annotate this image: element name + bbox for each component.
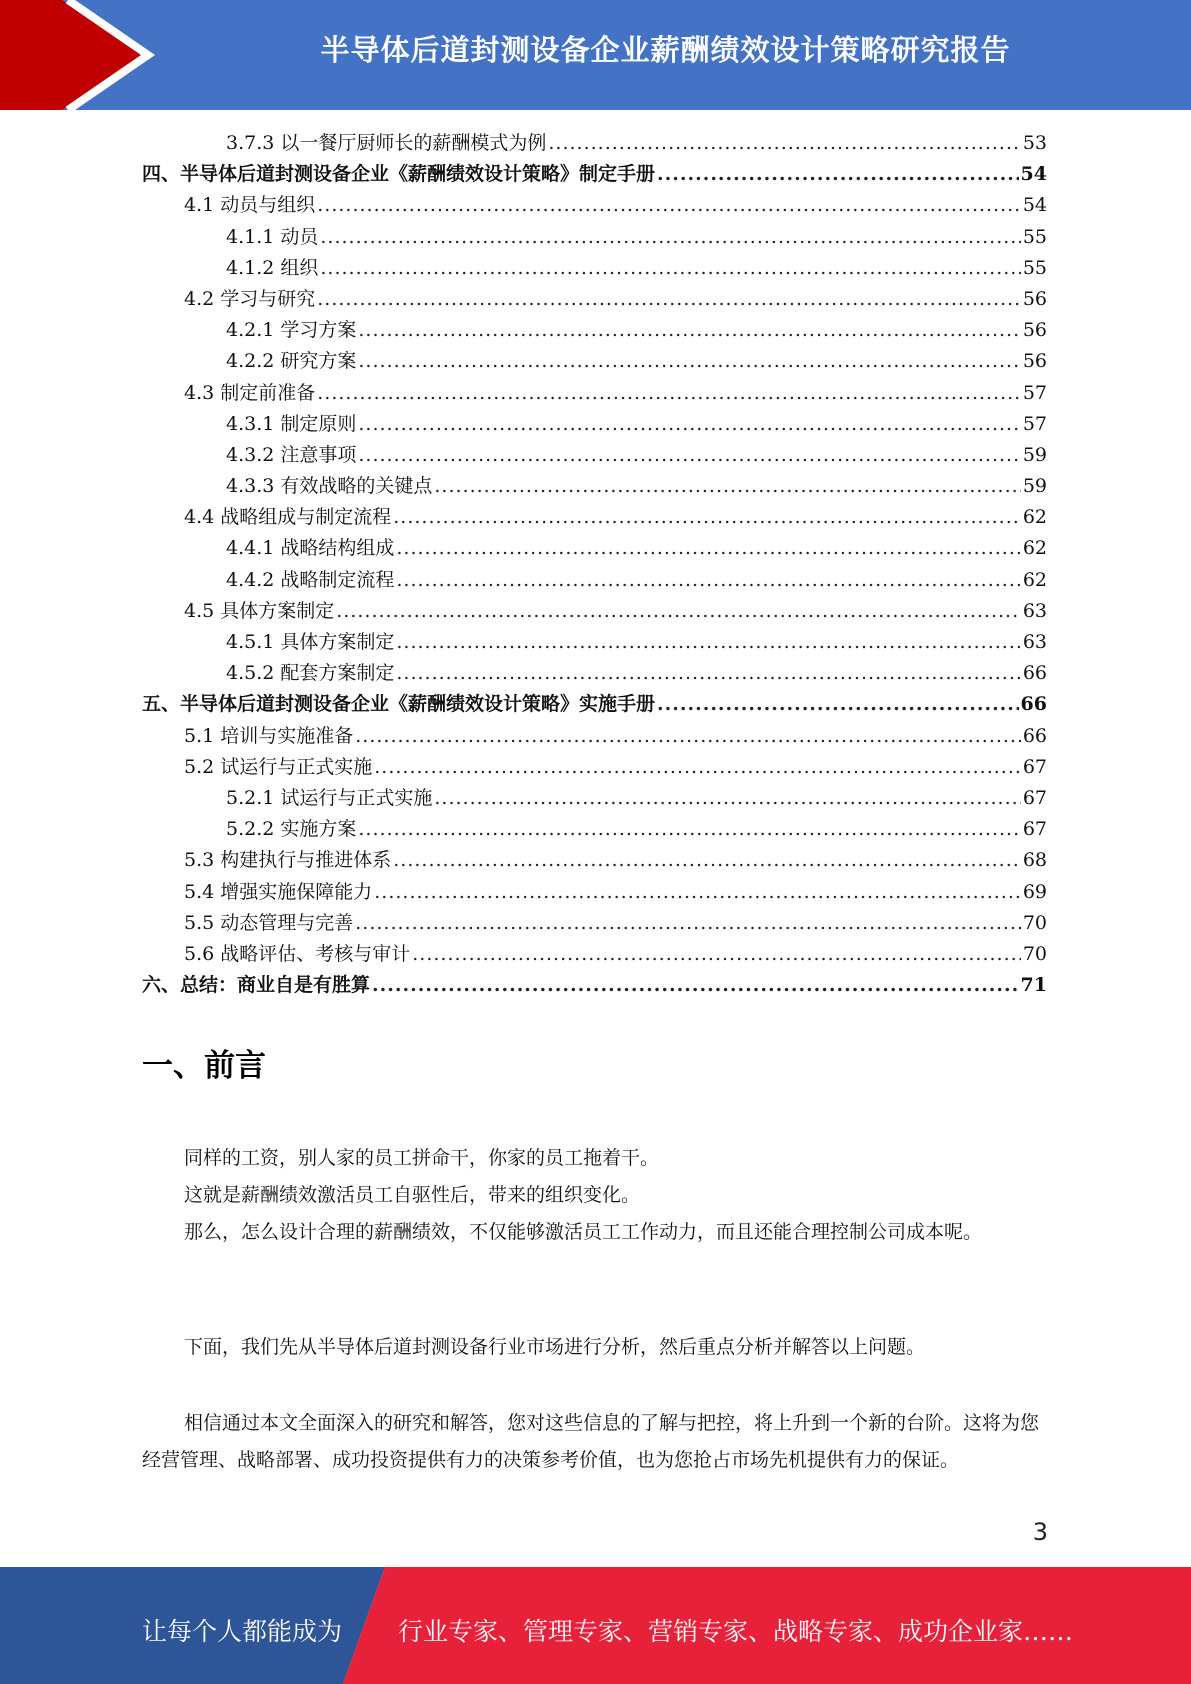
body-paragraph: 下面，我们先从半导体后道封测设备行业市场进行分析，然后重点分析并解答以上问题。	[184, 1336, 926, 1358]
toc-entry-title: 5.2.2 实施方案	[226, 818, 357, 841]
toc-dot-leader	[358, 444, 1020, 466]
toc-entry[interactable]	[142, 159, 1047, 190]
toc-entry-title: 4.3.3 有效战略的关键点	[226, 475, 433, 498]
toc-entry-title: 5.2.1 试运行与正式实施	[226, 786, 433, 809]
toc-entry[interactable]	[142, 284, 1047, 315]
toc-entry[interactable]	[142, 689, 1047, 720]
toc-entry-page: 68	[1022, 849, 1047, 872]
toc-entry-title: 3.7.3 以一餐厅厨师长的薪酬模式为例	[226, 132, 547, 154]
toc-entry-title: 4.2 学习与研究	[184, 287, 316, 310]
toc-dot-leader	[358, 413, 1020, 435]
toc-entry-page: 71	[1020, 974, 1047, 997]
toc-dot-leader	[548, 132, 1020, 154]
section-heading: 一、前言	[142, 1048, 266, 1084]
toc-dot-leader	[434, 787, 1020, 809]
toc-dot-leader	[317, 382, 1021, 404]
toc-entry-title: 4.4 战略组成与制定流程	[184, 506, 392, 529]
toc-entry[interactable]	[142, 378, 1047, 409]
toc-entry-title: 4.3.2 注意事项	[226, 443, 357, 466]
toc-dot-leader	[412, 943, 1021, 965]
page-number: 3	[1032, 1518, 1048, 1546]
toc-entry-page: 62	[1022, 537, 1047, 560]
toc-entry-title: 5.2 试运行与正式实施	[184, 755, 373, 778]
body-paragraph: 相信通过本文全面深入的研究和解答，您对这些信息的了解与把控，将上升到一个新的台阶。这将为您经营管理、战略部署、成功投资提供有力的决策参考价值，也为您抢占市场先机提供有力的保证。	[142, 1412, 1040, 1471]
toc-entry-page: 59	[1022, 475, 1047, 498]
toc-entry-page: 55	[1022, 256, 1047, 279]
toc-entry[interactable]	[142, 409, 1047, 440]
toc-entry-page: 67	[1022, 818, 1047, 841]
toc-entry-page: 59	[1022, 443, 1047, 466]
body-paragraph: 这就是薪酬绩效激活员工自驱性后，带来的组织变化。	[184, 1184, 641, 1206]
toc-entry-title: 4.5 具体方案制定	[184, 599, 335, 622]
toc-entry[interactable]	[142, 845, 1047, 876]
toc-dot-leader	[657, 693, 1019, 715]
toc-dot-leader	[355, 725, 1021, 747]
toc-entry-page: 55	[1022, 225, 1047, 248]
toc-entry-page: 56	[1022, 319, 1047, 342]
toc-dot-leader	[358, 818, 1020, 840]
toc-dot-leader	[396, 569, 1020, 591]
toc-entry-title: 4.3 制定前准备	[184, 381, 316, 404]
toc-entry-title: 五、半导体后道封测设备企业《薪酬绩效设计策略》实施手册	[142, 693, 656, 716]
table-of-contents	[142, 128, 1047, 1001]
toc-entry-page: 62	[1022, 506, 1047, 529]
toc-dot-leader	[358, 319, 1020, 341]
toc-entry[interactable]	[142, 658, 1047, 689]
toc-entry-title: 5.5 动态管理与完善	[184, 911, 354, 934]
toc-entry[interactable]	[142, 627, 1047, 658]
toc-entry-page: 56	[1022, 350, 1047, 373]
footer-slogan-right: 行业专家、管理专家、营销专家、战略专家、成功企业家……	[398, 1617, 1074, 1646]
toc-entry-page: 66	[1022, 662, 1047, 685]
toc-entry-title: 4.4.2 战略制定流程	[226, 568, 395, 591]
toc-entry-title: 4.4.1 战略结构组成	[226, 537, 395, 560]
toc-dot-leader	[372, 974, 1019, 996]
toc-entry-page: 63	[1022, 631, 1047, 653]
toc-entry-title: 5.6 战略评估、考核与审计	[184, 942, 411, 965]
toc-dot-leader	[317, 288, 1021, 310]
toc-entry-page: 62	[1022, 568, 1047, 591]
toc-dot-leader	[355, 912, 1021, 934]
toc-dot-leader	[336, 600, 1021, 622]
toc-entry-title: 4.2.2 研究方案	[226, 350, 357, 373]
toc-dot-leader	[317, 194, 1021, 216]
toc-entry[interactable]	[142, 783, 1047, 814]
toc-entry-title: 5.3 构建执行与推进体系	[184, 849, 392, 872]
toc-entry-page: 54	[1022, 194, 1047, 217]
toc-entry[interactable]	[142, 315, 1047, 346]
toc-entry-title: 六、总结：商业自是有胜算	[142, 974, 371, 997]
toc-entry[interactable]	[142, 939, 1047, 970]
footer-slogan-left: 让每个人都能成为	[142, 1617, 343, 1646]
toc-dot-leader	[657, 163, 1019, 185]
toc-entry[interactable]	[142, 752, 1047, 783]
toc-dot-leader	[434, 475, 1020, 497]
report-title: 半导体后道封测设备企业薪酬绩效设计策略研究报告	[320, 33, 1011, 67]
toc-entry[interactable]	[142, 253, 1047, 284]
toc-dot-leader	[358, 350, 1020, 372]
toc-entry-page: 67	[1022, 786, 1047, 809]
toc-entry-page: 69	[1022, 880, 1047, 903]
toc-entry-page: 53	[1022, 132, 1047, 154]
toc-entry-title: 5.4 增强实施保障能力	[184, 880, 373, 903]
toc-entry-title: 5.1 培训与实施准备	[184, 724, 354, 747]
toc-entry[interactable]	[142, 877, 1047, 908]
toc-dot-leader	[396, 631, 1020, 653]
toc-entry-title: 4.3.1 制定原则	[226, 412, 357, 435]
toc-entry[interactable]	[142, 970, 1047, 1001]
toc-entry[interactable]	[142, 502, 1047, 533]
toc-entry[interactable]	[142, 721, 1047, 752]
body-paragraph: 那么，怎么设计合理的薪酬绩效，不仅能够激活员工工作动力，而且还能合理控制公司成本呢。	[184, 1221, 983, 1243]
toc-entry[interactable]	[142, 346, 1047, 377]
toc-entry[interactable]	[142, 190, 1047, 221]
toc-dot-leader	[393, 506, 1021, 528]
toc-dot-leader	[396, 537, 1020, 559]
toc-dot-leader	[393, 849, 1021, 871]
toc-entry-page: 70	[1022, 942, 1047, 965]
body-paragraph: 同样的工资，别人家的员工拼命干，你家的员工拖着干。	[184, 1147, 660, 1169]
toc-entry-page: 56	[1022, 287, 1047, 310]
toc-entry-title: 4.5.2 配套方案制定	[226, 662, 395, 685]
toc-entry[interactable]	[142, 222, 1047, 253]
toc-dot-leader	[374, 756, 1021, 778]
toc-entry[interactable]	[142, 533, 1047, 564]
toc-entry-page: 54	[1020, 163, 1047, 186]
toc-entry-title: 4.1 动员与组织	[184, 194, 316, 217]
toc-entry-page: 70	[1022, 911, 1047, 934]
toc-entry[interactable]	[142, 471, 1047, 502]
toc-entry-page: 63	[1022, 599, 1047, 622]
toc-entry-page: 57	[1022, 412, 1047, 435]
toc-entry[interactable]	[142, 814, 1047, 845]
toc-entry-page: 66	[1022, 724, 1047, 747]
toc-dot-leader	[320, 226, 1020, 248]
toc-dot-leader	[374, 881, 1021, 903]
toc-entry-page: 67	[1022, 755, 1047, 778]
toc-entry-title: 4.1.2 组织	[226, 256, 319, 279]
toc-entry-title: 4.1.1 动员	[226, 225, 319, 248]
toc-entry[interactable]	[142, 908, 1047, 939]
toc-entry-page: 57	[1022, 381, 1047, 404]
toc-entry[interactable]	[142, 128, 1047, 159]
toc-entry-title: 4.5.1 具体方案制定	[226, 631, 395, 653]
toc-entry-title: 四、半导体后道封测设备企业《薪酬绩效设计策略》制定手册	[142, 163, 656, 186]
toc-entry[interactable]	[142, 596, 1047, 627]
toc-entry-page: 66	[1020, 693, 1047, 716]
toc-entry[interactable]	[142, 565, 1047, 596]
toc-entry-title: 4.2.1 学习方案	[226, 319, 357, 342]
toc-entry[interactable]	[142, 440, 1047, 471]
toc-dot-leader	[396, 662, 1020, 684]
toc-dot-leader	[320, 257, 1020, 279]
